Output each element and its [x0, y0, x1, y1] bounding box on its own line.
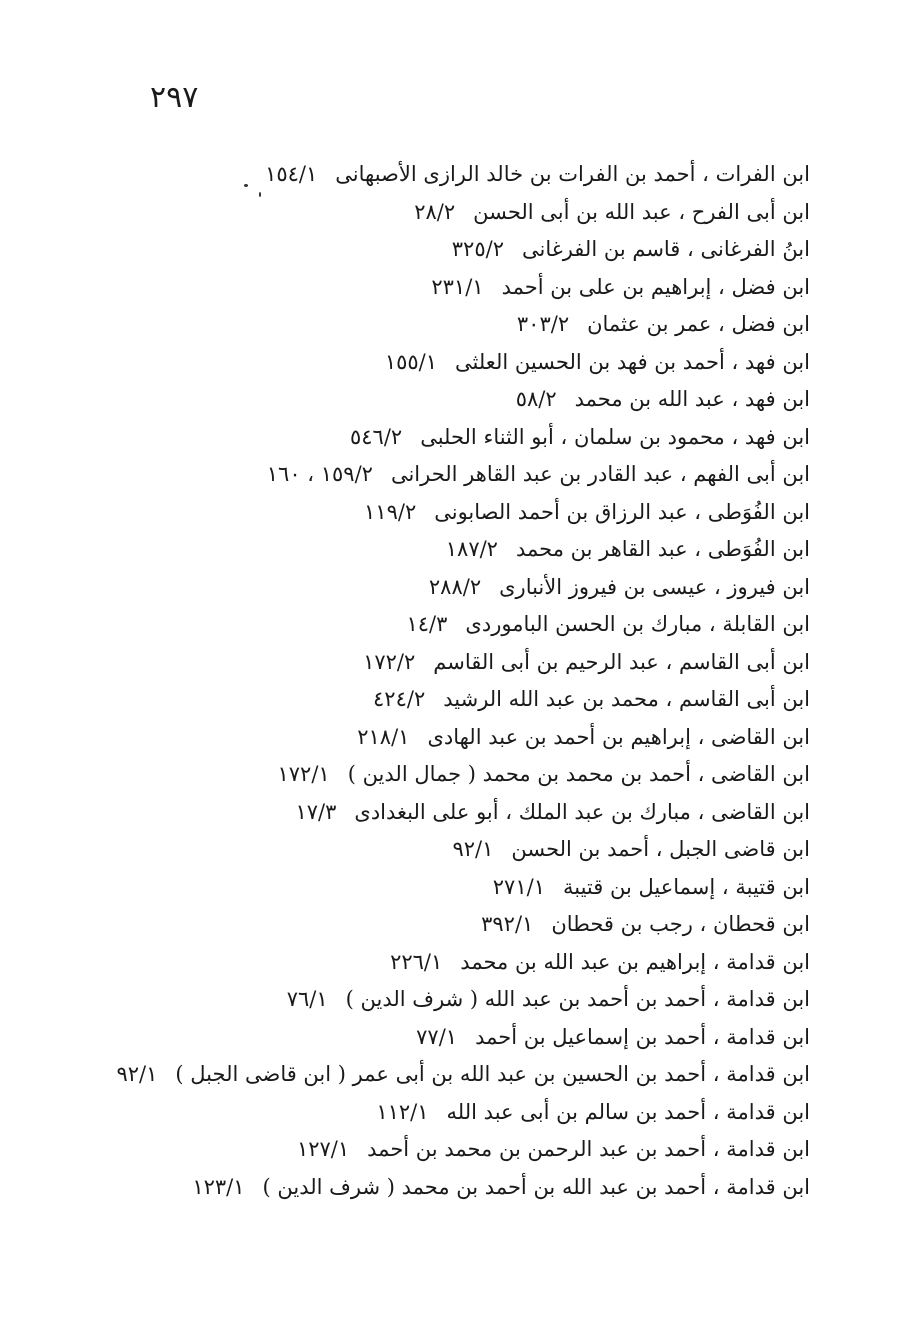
entry-name: ابن قدامة ، أحمد بن عبد الله بن أحمد بن محمد ( شرف الدين ): [262, 1174, 810, 1199]
entry-reference: ٧٦/١: [286, 987, 328, 1011]
index-entry: [110, 194, 810, 232]
index-entry: [110, 644, 810, 682]
index-entry: [110, 494, 810, 532]
entry-reference: ١٥٩/٢ ، ١٦٠: [266, 462, 373, 486]
entry-reference: ١٨٧/٢: [445, 537, 498, 561]
entry-reference: ١١٩/٢: [364, 499, 417, 524]
index-entry: [110, 1019, 810, 1057]
entry-reference: ١٢٣/١: [192, 1174, 245, 1199]
entry-name: ابن القابلة ، مبارك بن الحسن الباموردى: [465, 612, 810, 636]
index-entry: [110, 269, 810, 307]
entry-reference: ١٤/٣: [406, 612, 448, 636]
index-entry: [110, 681, 810, 719]
entry-name: ابن الفرات ، أحمد بن الفرات بن خالد الرازى الأصبهانى: [335, 162, 810, 186]
entry-reference: ١٧٢/٢: [363, 649, 416, 674]
entry-reference: ٢٢٦/١: [390, 949, 443, 974]
entry-reference: ٢٨/٢: [414, 199, 456, 224]
index-entry: [110, 1131, 810, 1169]
index-entry: [110, 531, 810, 569]
entry-reference: ١٢٧/١: [296, 1137, 350, 1161]
entry-reference: ٣٢٥/٢: [451, 237, 504, 261]
entry-name: ابن قدامة ، إبراهيم بن عبد الله بن محمد: [460, 949, 810, 974]
entry-reference: ١٥٥/١: [384, 349, 438, 374]
page-number: ٢٩٧: [150, 80, 199, 115]
entry-reference: ٣٩٢/١: [481, 912, 534, 936]
index-entry: [110, 569, 810, 607]
entry-reference: ٣٠٣/٢: [516, 312, 570, 336]
entry-reference: ١٥٤/١: [265, 162, 318, 186]
entry-name: ابن قاضى الجبل ، أحمد بن الحسن: [511, 837, 810, 861]
entry-reference: ٢٨٨/٢: [428, 574, 482, 599]
index-entry: [110, 794, 810, 832]
index-entry: [110, 981, 810, 1019]
entry-reference: ٧٧/١: [416, 1024, 458, 1049]
entry-name: ابن فهد ، أحمد بن فهد بن الحسين العلثى: [455, 349, 810, 374]
entry-reference: ٥٨/٢: [515, 387, 557, 411]
index-entry: [110, 419, 810, 457]
index-entry: [110, 344, 810, 382]
entry-name: ابن قدامة ، أحمد بن سالم بن أبى عبد الله: [446, 1099, 810, 1124]
index-entry: [110, 306, 810, 344]
index-entry: [110, 1056, 810, 1094]
index-entries: [110, 156, 810, 1206]
index-entry: [110, 231, 810, 269]
entry-reference: ١١٢/١: [376, 1099, 429, 1124]
entry-name: ابنُ الفرغانى ، قاسم بن الفرغانى: [521, 237, 810, 261]
entry-reference: ٢٧١/١: [492, 874, 545, 899]
entry-name: ابن فضل ، عمر بن عثمان: [587, 312, 810, 336]
entry-reference: ٢٣١/١: [431, 274, 484, 299]
entry-name: ابن أبى القاسم ، محمد بن عبد الله الرشيد: [443, 687, 810, 711]
entry-name: ابن أبى الفهم ، عبد القادر بن عبد القاهر الحرانى: [390, 462, 810, 486]
index-entry: [110, 944, 810, 982]
entry-name: ابن الفُوَطى ، عبد الرزاق بن أحمد الصابونى: [434, 499, 810, 524]
entry-reference: ٥٤٦/٢: [349, 424, 403, 449]
entry-reference: ٩٢/١: [452, 837, 494, 861]
index-entry: [110, 156, 810, 194]
entry-name: ابن فهد ، عبد الله بن محمد: [574, 387, 810, 411]
entry-name: ابن قتيبة ، إسماعيل بن قتيبة: [562, 874, 810, 899]
entry-name: ابن قدامة ، أحمد بن أحمد بن عبد الله ( شرف الدين ): [345, 987, 810, 1011]
entry-reference: ١٧/٣: [295, 799, 337, 824]
entry-name: ابن فضل ، إبراهيم بن على بن أحمد: [501, 274, 810, 299]
index-entry: [110, 906, 810, 944]
entry-name: ابن القاضى ، أحمد بن محمد بن محمد ( جمال الدين ): [347, 762, 810, 786]
entry-name: ابن الفُوَطى ، عبد القاهر بن محمد: [515, 537, 810, 561]
entry-name: ابن قدامة ، أحمد بن إسماعيل بن أحمد: [475, 1024, 810, 1049]
entry-name: ابن فهد ، محمود بن سلمان ، أبو الثناء الحلبى: [420, 424, 810, 449]
entry-reference: ٤٢٤/٢: [373, 687, 426, 711]
entry-name: ابن أبى القاسم ، عبد الرحيم بن أبى القاسم: [433, 649, 810, 674]
entry-name: ابن أبى الفرح ، عبد الله بن أبى الحسن: [473, 199, 810, 224]
entry-reference: ٢١٨/١: [357, 724, 410, 749]
index-entry: [110, 381, 810, 419]
index-entry: [110, 1169, 810, 1207]
index-entry: [110, 456, 810, 494]
entry-name: ابن فيروز ، عيسى بن فيروز الأنبارى: [499, 574, 810, 599]
index-entry: [110, 719, 810, 757]
entry-name: ابن القاضى ، مبارك بن عبد الملك ، أبو على البغدادى: [354, 799, 810, 824]
index-entry: [110, 756, 810, 794]
entry-name: ابن القاضى ، إبراهيم بن أحمد بن عبد الهادى: [427, 724, 810, 749]
entry-name: ابن قحطان ، رجب بن قحطان: [551, 912, 810, 936]
entry-name: ابن قدامة ، أحمد بن الحسين بن عبد الله بن أبى عمر ( ابن قاضى الجبل ): [175, 1062, 810, 1086]
index-entry: [110, 1094, 810, 1132]
index-entry: [110, 869, 810, 907]
entry-reference: ١٧٢/١: [277, 762, 330, 786]
entry-name: ابن قدامة ، أحمد بن عبد الرحمن بن محمد بن أحمد: [367, 1137, 810, 1161]
index-entry: [110, 606, 810, 644]
entry-reference: ٩٢/١: [116, 1062, 158, 1086]
index-entry: [110, 831, 810, 869]
